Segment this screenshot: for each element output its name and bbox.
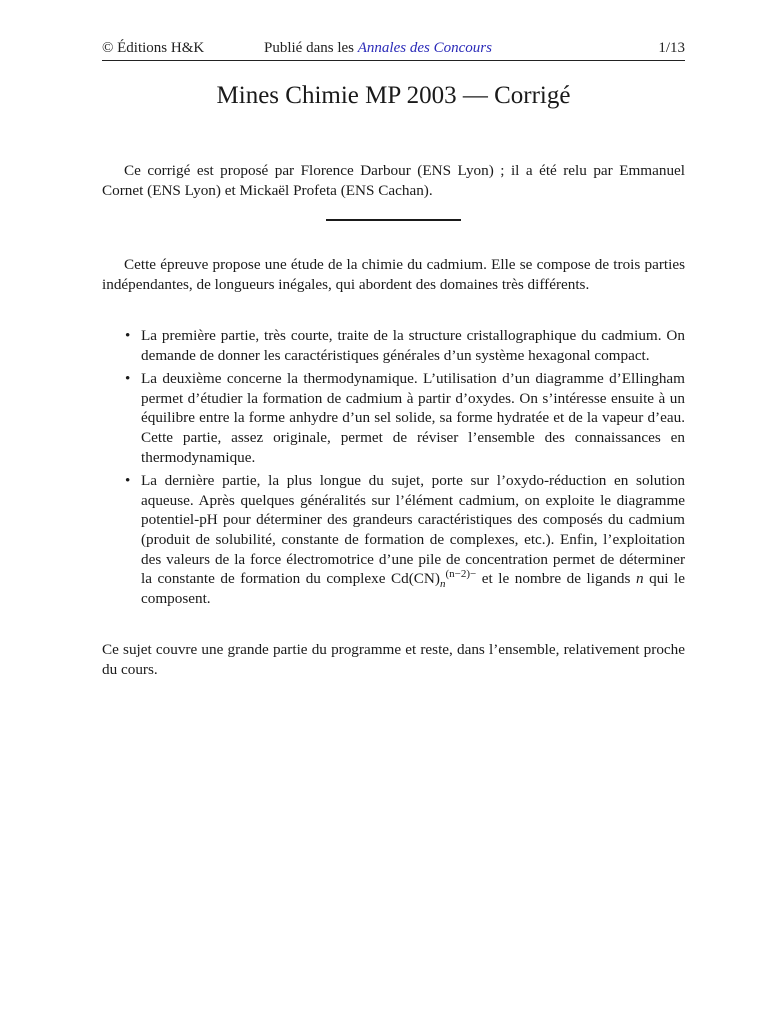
header-rule [102, 60, 685, 61]
list-item [102, 326, 685, 365]
formula-tail-end: qui le composent. [141, 570, 686, 607]
bullet-icon: • [125, 327, 131, 344]
parts-list [102, 326, 685, 612]
published-prefix: Publié dans les [264, 40, 354, 56]
conclusion-paragraph: Ce sujet couvre une grande partie du programme et reste, dans l’ensemble, relativement proche du cours. [102, 641, 685, 678]
page-header [102, 40, 685, 60]
list-item [102, 471, 685, 608]
document-title: Mines Chimie MP 2003 — Corrigé [216, 82, 571, 109]
list-item-text: La deuxième concerne la thermodynamique. L’utilisation d’un diagramme d’Ellingham permet d’étudier la formation de cadmium à partir d’oxydes. On s’intéresse ensuite à un équilibre entre la forme anhydre d’un sel solide, sa forme hydratée et de la vapeur d’eau. Cette partie, assez originale, permet de réviser l’ensemble des connaissances en thermodynamique. [141, 370, 685, 466]
complex-formula: $Cd(CN)_n^{(n-2)-}$ [391, 568, 477, 591]
bullet-icon: • [125, 370, 131, 388]
list-item-text: La première partie, très courte, traite de la structure cristallographique du cadmium. On demande de donner les caractéristiques générales d’un système hexagonal compact. [141, 327, 685, 364]
list-item-text: La dernière partie, la plus longue du sujet, porte sur l’oxydo-réduction en solution aqueuse. Après quelques généralités sur l’élément cadmium, on exploite le diagramme potentiel-pH pour déterminer des grandeurs caractéristiques des composés du cadmium (produit de solubilité, constante de formation de complexes, etc.). Enfin, l’exploitation des valeurs de la force électromotrice d’une pile de concentration permet de déterminer la constante de formation du complexe [141, 472, 685, 588]
bullet-icon: • [125, 472, 131, 490]
separator-rule [326, 219, 461, 221]
formula-tail-text: et le nombre de ligands [481, 570, 631, 588]
journal-name: Annales des Concours [357, 40, 492, 56]
credits-paragraph: Ce corrigé est proposé par Florence Darbour (ENS Lyon) ; il a été relu par Emmanuel Cornet (ENS Lyon) et Mickaël Profeta (ENS Cachan). [102, 162, 685, 199]
ligand-variable: n [635, 570, 644, 588]
list-item [102, 369, 685, 467]
page-number: 1/13 [658, 40, 685, 56]
copyright-notice: © Éditions H&K [102, 40, 205, 56]
intro-paragraph: Cette épreuve propose une étude de la chimie du cadmium. Elle se compose de trois parties indépendantes, de longueurs inégales, qui abordent des domaines très différents. [102, 256, 685, 293]
publication-line [264, 40, 492, 57]
